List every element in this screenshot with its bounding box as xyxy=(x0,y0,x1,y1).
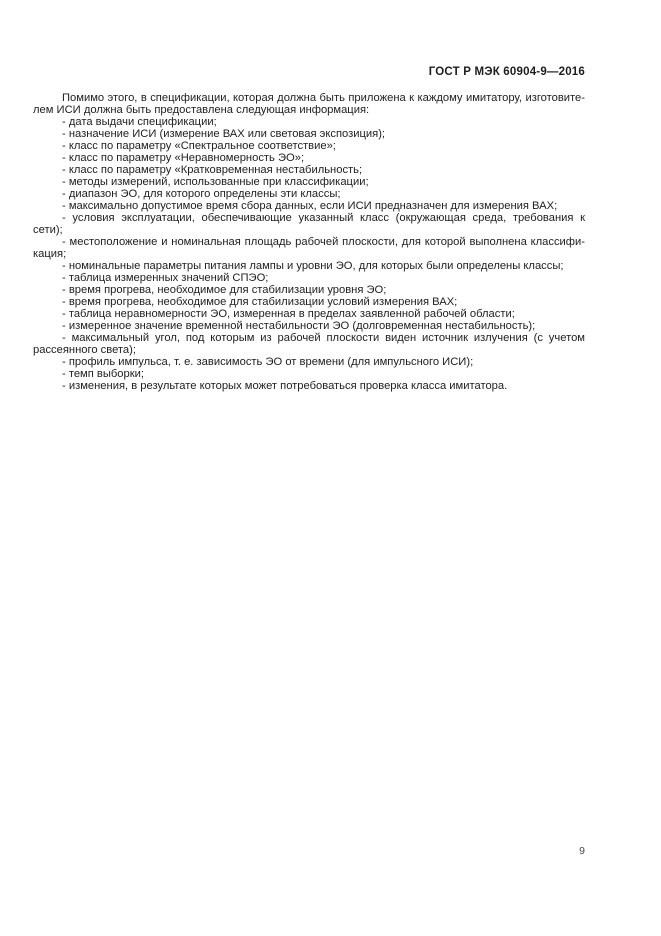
text-line: - местоположение и номинальная площадь рабочей плоскости, для которой выполнена классифи- xyxy=(62,236,585,248)
text-line: кация; xyxy=(33,248,67,260)
document-body xyxy=(33,92,585,392)
page-number: 9 xyxy=(579,845,585,857)
text-line: - диапазон ЭО, для которого определены эти классы; xyxy=(62,188,341,200)
text-line: - класс по параметру «Неравномерность ЭО»; xyxy=(62,152,305,164)
text-line: - назначение ИСИ (измерение ВАХ или световая экспозиция); xyxy=(62,128,386,140)
text-line: - изменения, в результате которых может потребоваться проверка класса имитатора. xyxy=(62,380,508,392)
text-line: - таблица неравномерности ЭО, измеренная в пределах заявленной рабочей области; xyxy=(62,308,515,320)
document-content xyxy=(33,66,585,392)
text-line: - методы измерений, использованные при классификации; xyxy=(62,176,369,188)
text-line: - класс по параметру «Спектральное соответствие»; xyxy=(62,140,336,152)
text-line: - таблица измеренных значений СПЭО; xyxy=(62,272,269,284)
text-line: - дата выдачи спецификации; xyxy=(62,116,217,128)
text-line: - профиль импульса, т. е. зависимость ЭО от времени (для импульсного ИСИ); xyxy=(62,356,474,368)
text-line: Помимо этого, в спецификации, которая должна быть приложена к каждому имитатору, изготовите- xyxy=(62,92,585,104)
text-line: - время прогрева, необходимое для стабилизации условий измерения ВАХ; xyxy=(62,296,458,308)
text-line: - время прогрева, необходимое для стабилизации уровня ЭО; xyxy=(62,284,387,296)
text-line: - максимальный угол, под которым из рабочей плоскости виден источник излучения (с учетом xyxy=(62,332,585,344)
document-header: ГОСТ Р МЭК 60904-9—2016 xyxy=(428,66,585,78)
text-line: сети); xyxy=(33,224,63,236)
text-line: лем ИСИ должна быть предоставлена следующая информация: xyxy=(33,104,370,116)
text-line: - номинальные параметры питания лампы и уровни ЭО, для которых были определены классы; xyxy=(62,260,564,272)
text-line: - максимально допустимое время сбора данных, если ИСИ предназначен для измерения ВАХ; xyxy=(62,200,558,212)
text-line: - условия эксплуатации, обеспечивающие указанный класс (окружающая среда, требования к xyxy=(62,212,585,224)
text-line: рассеянного света); xyxy=(33,344,136,356)
text-line: - измеренное значение временной нестабильности ЭО (долговременная нестабильность); xyxy=(62,320,536,332)
text-line: - класс по параметру «Кратковременная нестабильность; xyxy=(62,164,363,176)
text-line: - темп выборки; xyxy=(62,368,144,380)
